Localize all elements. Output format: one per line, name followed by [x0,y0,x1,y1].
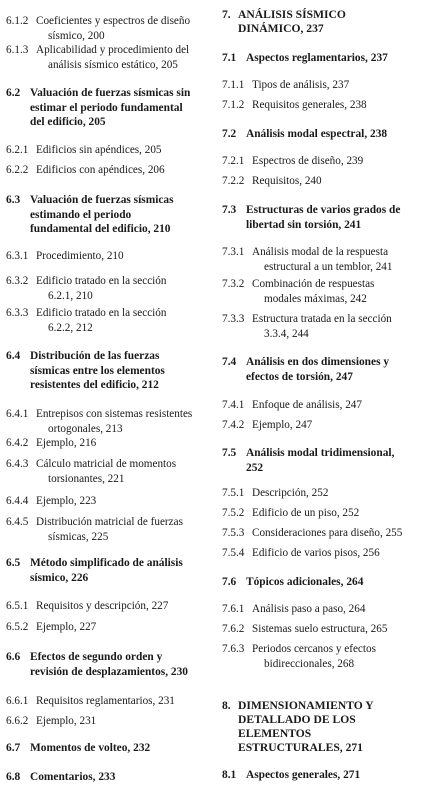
toc-entry-title: Edificios sin apéndices, 205 [36,144,162,156]
toc-entry-title: Cálculo matricial de momentos torsionantes, 221 [36,458,177,485]
toc-entry-title: Edificio tratado en la sección 6.2.2, 212 [36,307,167,334]
toc-section-entry [222,446,428,475]
toc-subsection-entry [6,457,212,486]
toc-entry-number: 7.3 [222,204,237,216]
toc-entry-title: Sistemas suelo estructura, 265 [252,623,388,635]
toc-subsection-entry [6,143,212,158]
toc-entry-number: 7.5.1 [222,487,245,499]
toc-subsection-entry [6,274,212,303]
toc-entry-number: 6.8 [6,771,21,783]
toc-entry-title: Edificio de un piso, 252 [252,507,360,519]
toc-entry-title: Ejemplo, 247 [252,419,313,431]
toc-entry-title: Efectos de segundo orden y revisión de desplazamientos, 230 [30,651,188,678]
toc-entry-number: 7.6 [222,576,237,588]
toc-entry-number: 7.6.1 [222,603,245,615]
toc-entry-title: Ejemplo, 216 [36,437,97,449]
toc-entry-title: Aspectos generales, 271 [246,769,361,781]
toc-entry-number: 8.1 [222,769,237,781]
toc-entry-number: 7.3.3 [222,313,245,325]
toc-entry-number: 6.2.1 [6,144,29,156]
toc-entry-title: Procedimiento, 210 [36,250,124,262]
toc-entry-title: Método simplificado de análisis sísmico, 226 [30,557,183,584]
toc-entry-number: 7.2.1 [222,155,245,167]
toc-subsection-entry [6,599,212,614]
toc-subsection-entry [6,515,212,544]
toc-subsection-entry [6,620,212,635]
toc-section-entry [222,127,428,142]
toc-entry-title: Ejemplo, 223 [36,495,97,507]
toc-entry-number: 7.5 [222,447,237,459]
toc-section-entry [6,556,212,585]
toc-entry-number: 7.1 [222,52,237,64]
toc-subsection-entry [6,714,212,729]
toc-entry-title: Estructuras de varios grados de libertad sin torsión, 241 [246,204,401,231]
toc-entry-number: 6.3.3 [6,307,29,319]
toc-entry-number: 7.5.2 [222,507,245,519]
toc-entry-number: 7.6.2 [222,623,245,635]
toc-entry-number: 6.5.2 [6,621,29,633]
toc-section-entry [222,203,428,232]
toc-chapter-entry [222,8,428,36]
toc-entry-title: Entrepisos con sistemas resistentes ortogonales, 213 [36,408,193,435]
toc-entry-number: 6.4.3 [6,458,29,470]
toc-entry-title: Enfoque de análisis, 247 [252,399,362,411]
toc-subsection-entry [6,249,212,264]
toc-subsection-entry [222,486,428,501]
toc-entry-number: 7.2.2 [222,175,245,187]
toc-entry-number: 7.3.1 [222,246,245,258]
toc-entry-title: Aspectos reglamentarios, 237 [246,52,388,64]
toc-entry-title: Distribución matricial de fuerzas sísmicas, 225 [36,516,183,543]
toc-entry-title: Coeficientes y espectros de diseño sísmico, 200 [36,15,191,42]
toc-entry-title: Edificios con apéndices, 206 [36,164,165,176]
toc-entry-number: 6.6.2 [6,715,29,727]
toc-entry-title: Edificio tratado en la sección 6.2.1, 210 [36,275,167,302]
toc-entry-number: 6.4.1 [6,408,29,420]
toc-entry-title: Edificio de varios pisos, 256 [252,547,380,559]
toc-entry-title: Análisis modal espectral, 238 [246,128,388,140]
toc-section-entry [222,51,428,66]
toc-section-entry [6,770,212,785]
toc-entry-title: ANÁLISIS SÍSMICO DINÁMICO, 237 [238,8,346,35]
toc-subsection-entry [222,602,428,617]
toc-entry-number: 6.2 [6,87,21,99]
toc-entry-number: 6.4.5 [6,516,29,528]
toc-entry-title: Descripción, 252 [252,487,329,499]
toc-subsection-entry [222,398,428,413]
toc-entry-title: Consideraciones para diseño, 255 [252,527,403,539]
toc-subsection-entry [222,642,428,671]
toc-entry-number: 6.7 [6,742,21,754]
toc-subsection-entry [6,407,212,436]
toc-subsection-entry [222,78,428,93]
toc-section-entry [6,193,212,237]
toc-section-entry [6,349,212,393]
toc-entry-number: 6.5 [6,557,21,569]
toc-entry-number: 7.3.2 [222,278,245,290]
toc-entry-number: 6.3.2 [6,275,29,287]
toc-entry-number: 6.2.2 [6,164,29,176]
toc-entry-title: Periodos cercanos y efectos bidireccionales, 268 [252,643,376,670]
toc-entry-title: Ejemplo, 231 [36,715,97,727]
toc-entry-title: Análisis en dos dimensiones y efectos de torsión, 247 [246,356,390,383]
toc-entry-number: 7.6.3 [222,643,245,655]
toc-entry-number: 7.4.2 [222,419,245,431]
toc-entry-number: 7.5.4 [222,547,245,559]
toc-entry-number: 8. [222,699,231,712]
toc-entry-title: Aplicabilidad y procedimiento del análisis sísmico estático, 205 [36,44,190,71]
toc-entry-number: 6.4 [6,350,21,362]
toc-entry-number: 6.6.1 [6,695,29,707]
toc-subsection-entry [6,494,212,509]
toc-chapter-entry [222,699,428,755]
toc-entry-title: Requisitos, 240 [252,175,322,187]
toc-entry-title: Análisis paso a paso, 264 [252,603,366,615]
toc-entry-title: Tipos de análisis, 237 [252,79,350,91]
toc-section-entry [6,650,212,679]
toc-entry-number: 6.6 [6,651,21,663]
toc-entry-title: Análisis modal de la respuesta estructural a un temblor, 241 [252,246,393,273]
toc-subsection-entry [222,622,428,637]
toc-entry-title: Estructura tratada en la sección 3.3.4, 244 [252,313,392,340]
toc-subsection-entry [222,526,428,541]
toc-entry-title: Distribución de las fuerzas sísmicas entre los elementos resistentes del edificio, 212 [30,350,165,391]
toc-subsection-entry [6,43,212,72]
toc-subsection-entry [6,306,212,335]
toc-entry-number: 6.3.1 [6,250,29,262]
toc-entry-title: Análisis modal tridimensional, 252 [246,447,395,474]
toc-entry-title: Requisitos y descripción, 227 [36,600,169,612]
toc-entry-number: 6.4.4 [6,495,29,507]
toc-entry-title: Comentarios, 233 [30,771,116,783]
toc-entry-number: 7. [222,8,231,21]
toc-section-entry [6,741,212,756]
toc-entry-title: Combinación de respuestas modales máximas, 242 [252,278,375,305]
toc-subsection-entry [6,163,212,178]
toc-subsection-entry [222,277,428,306]
toc-subsection-entry [222,418,428,433]
toc-subsection-entry [222,154,428,169]
toc-section-entry [222,355,428,384]
toc-subsection-entry [6,14,212,43]
toc-entry-title: Espectros de diseño, 239 [252,155,364,167]
toc-entry-number: 6.1.3 [6,44,29,56]
toc-entry-title: DIMENSIONAMIENTO Y DETALLADO DE LOS ELEMENTOS ESTRUCTURALES, 271 [238,699,374,754]
toc-entry-number: 6.5.1 [6,600,29,612]
toc-subsection-entry [222,245,428,274]
toc-subsection-entry [222,98,428,113]
toc-section-entry [6,86,212,130]
toc-entry-number: 7.1.2 [222,99,245,111]
toc-entry-number: 7.1.1 [222,79,245,91]
toc-entry-number: 6.3 [6,194,21,206]
toc-entry-number: 7.4 [222,356,237,368]
toc-entry-number: 7.2 [222,128,237,140]
toc-entry-number: 7.4.1 [222,399,245,411]
toc-entry-number: 6.1.2 [6,15,29,27]
toc-entry-number: 7.5.3 [222,527,245,539]
toc-section-entry [222,768,428,783]
toc-section-entry [222,575,428,590]
toc-subsection-entry [222,174,428,189]
toc-entry-title: Tópicos adicionales, 264 [246,576,364,588]
toc-subsection-entry [222,546,428,561]
toc-entry-title: Requisitos generales, 238 [252,99,367,111]
toc-entry-number: 6.4.2 [6,437,29,449]
toc-entry-title: Valuación de fuerzas sísmicas estimando el periodo fundamental del edificio, 210 [30,194,174,235]
toc-subsection-entry [222,506,428,521]
toc-subsection-entry [222,312,428,341]
toc-subsection-entry [6,694,212,709]
toc-entry-title: Valuación de fuerzas sísmicas sin estimar el periodo fundamental del edificio, 205 [30,87,191,128]
toc-entry-title: Momentos de volteo, 232 [30,742,151,754]
toc-entry-title: Ejemplo, 227 [36,621,97,633]
toc-entry-title: Requisitos reglamentarios, 231 [36,695,175,707]
toc-subsection-entry [6,436,212,451]
